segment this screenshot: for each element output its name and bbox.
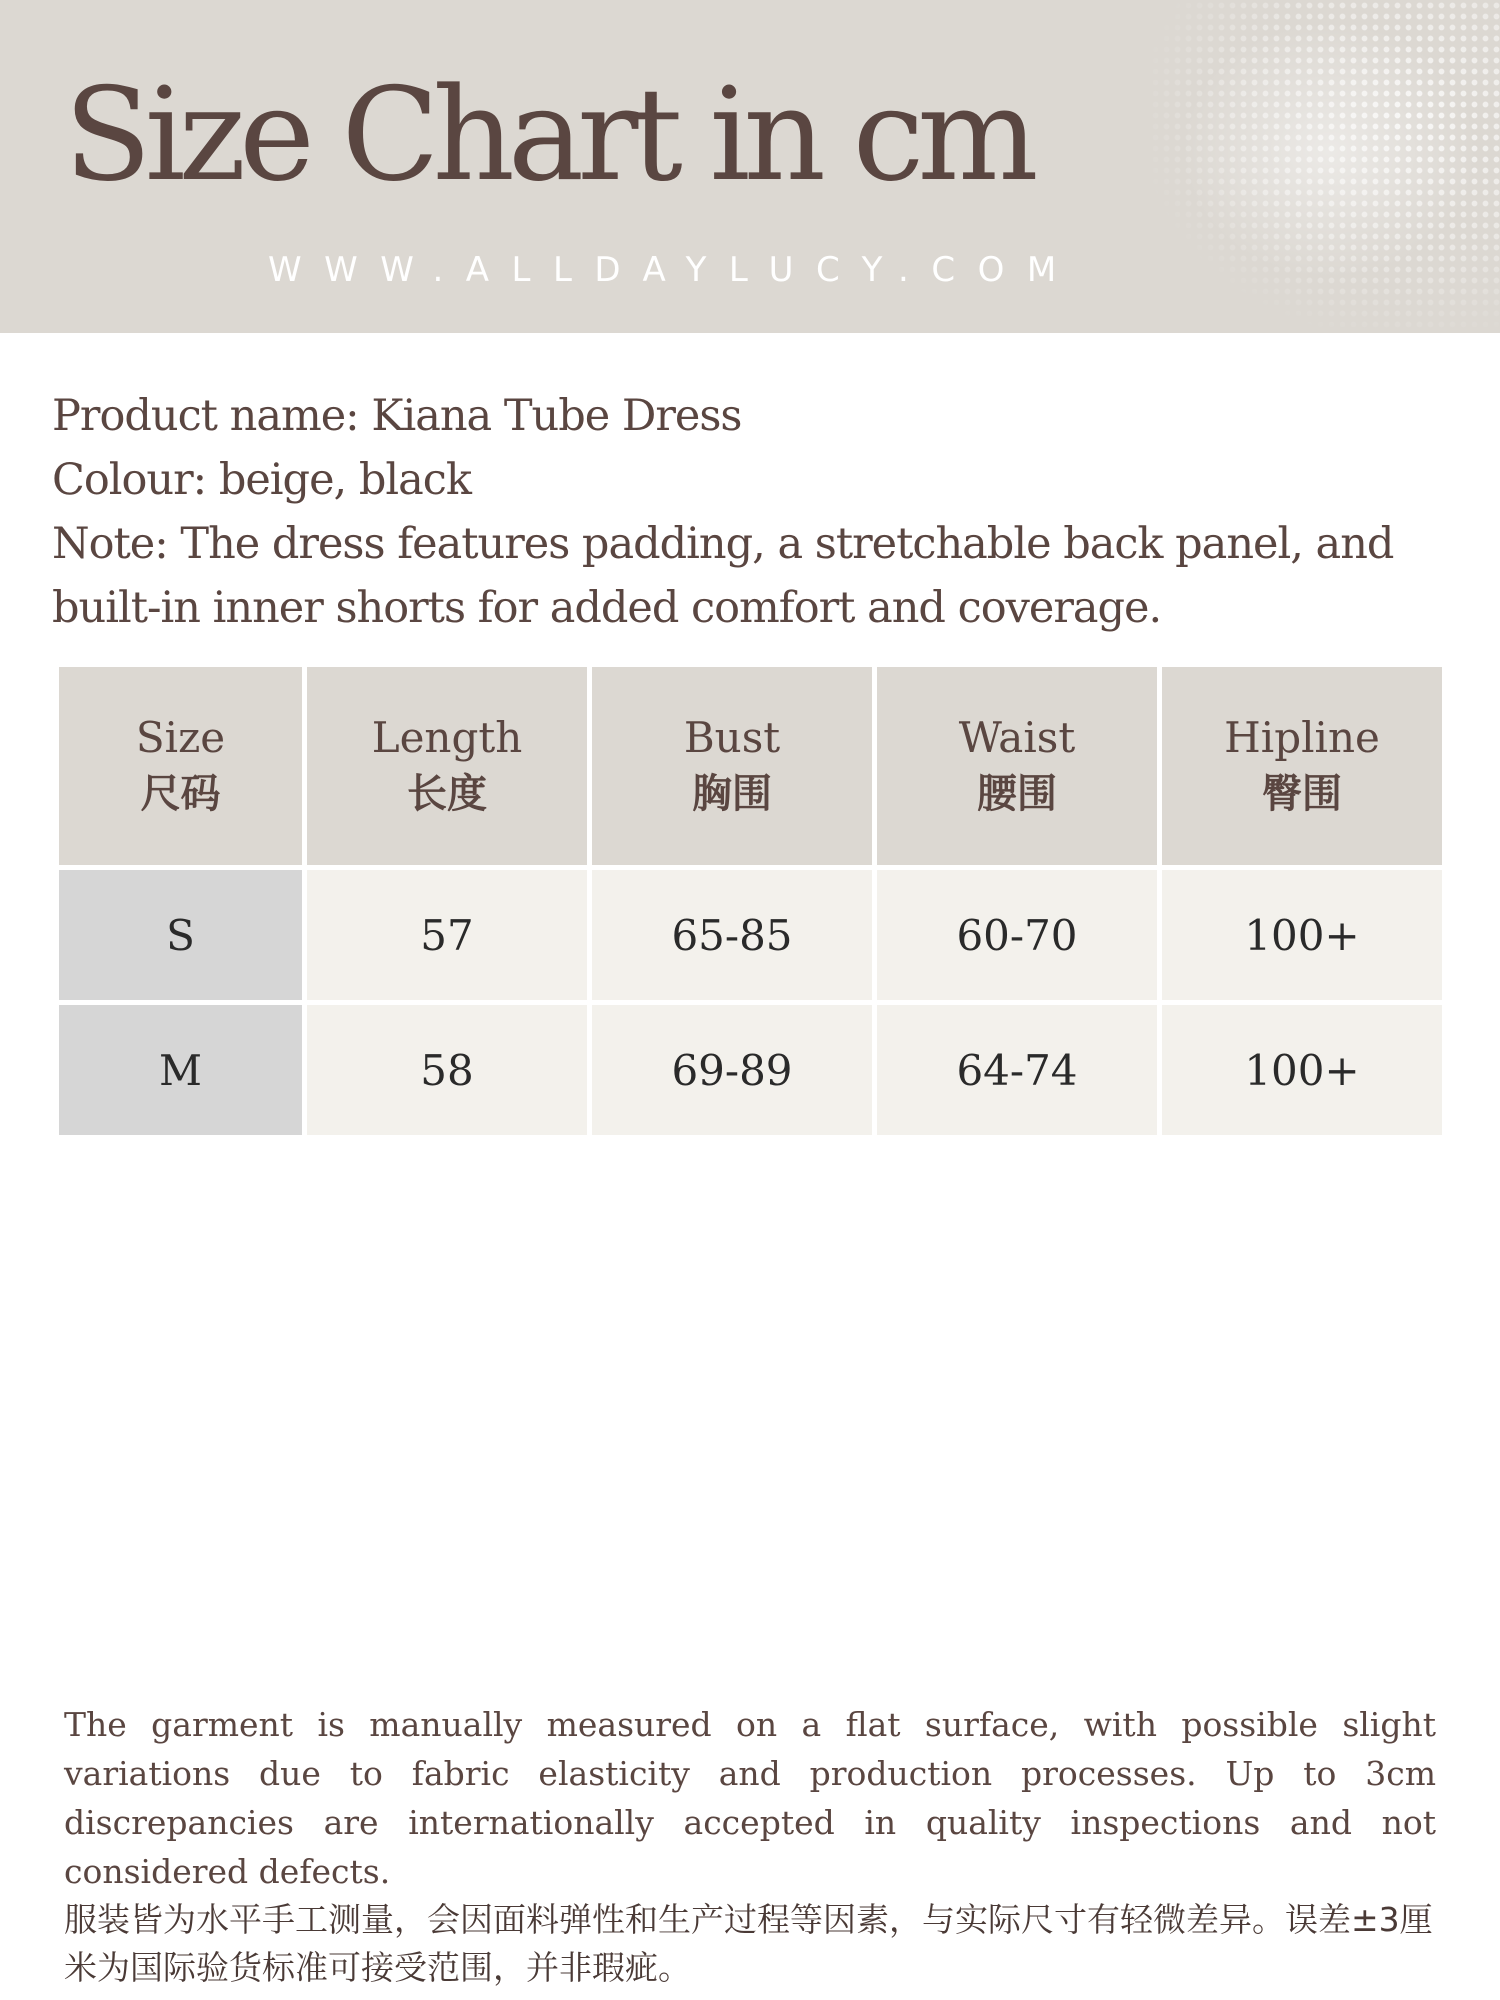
row-s-bust: 65-85 bbox=[592, 870, 872, 1000]
header-bust-en: Bust bbox=[683, 713, 781, 762]
measurement-disclaimer bbox=[64, 1700, 1436, 1992]
row-m-waist: 64-74 bbox=[877, 1005, 1157, 1135]
row-s-hipline: 100+ bbox=[1162, 870, 1442, 1000]
website-url: WWW.ALLDAYLUCY.COM bbox=[268, 250, 1079, 290]
header-bust-zh: 胸围 bbox=[692, 771, 772, 817]
header-length-en: Length bbox=[371, 713, 523, 762]
header-size-en: Size bbox=[135, 713, 226, 762]
header-hipline-zh: 臀围 bbox=[1262, 771, 1342, 817]
row-m-length: 58 bbox=[307, 1005, 587, 1135]
size-table bbox=[54, 662, 1447, 1140]
disclaimer-english: The garment is manually measured on a flat surface, with possible slight variations due to fabric elasticity and production processes. Up to 3cm discrepancies are internationally accepted in quality inspections and not considered defects. bbox=[64, 1705, 1436, 1891]
product-note: Note: The dress features padding, a stretchable back panel, and built-in inner shorts for added comfort and coverage. bbox=[52, 519, 1394, 633]
header-waist bbox=[877, 667, 1157, 865]
halftone-dots-decoration bbox=[1150, 0, 1500, 333]
header-hipline bbox=[1162, 667, 1442, 865]
table-row bbox=[59, 1005, 1442, 1135]
header-hipline-en: Hipline bbox=[1224, 713, 1380, 762]
table-header-row bbox=[59, 667, 1442, 865]
page-title: Size Chart in cm bbox=[64, 61, 1032, 210]
header-size-zh: 尺码 bbox=[140, 771, 221, 817]
header-length-zh: 长度 bbox=[407, 771, 487, 817]
row-m-hipline: 100+ bbox=[1162, 1005, 1442, 1135]
header-waist-zh: 腰围 bbox=[977, 771, 1057, 817]
product-info bbox=[52, 384, 1452, 640]
product-name: Product name: Kiana Tube Dress bbox=[52, 391, 742, 441]
product-colour: Colour: beige, black bbox=[52, 455, 471, 505]
row-s-waist: 60-70 bbox=[877, 870, 1157, 1000]
header-size bbox=[59, 667, 302, 865]
header-bust bbox=[592, 667, 872, 865]
header-length bbox=[307, 667, 587, 865]
header-waist-en: Waist bbox=[958, 713, 1076, 762]
row-m-bust: 69-89 bbox=[592, 1005, 872, 1135]
row-s-size: S bbox=[59, 870, 302, 1000]
table-row bbox=[59, 870, 1442, 1000]
disclaimer-chinese: 服装皆为水平手工测量，会因面料弹性和生产过程等因素，与实际尺寸有轻微差异。误差±3厘米为国际验货标准可接受范围，并非瑕疵。 bbox=[64, 1900, 1433, 1987]
row-m-size: M bbox=[59, 1005, 302, 1135]
row-s-length: 57 bbox=[307, 870, 587, 1000]
header-banner bbox=[0, 0, 1500, 333]
